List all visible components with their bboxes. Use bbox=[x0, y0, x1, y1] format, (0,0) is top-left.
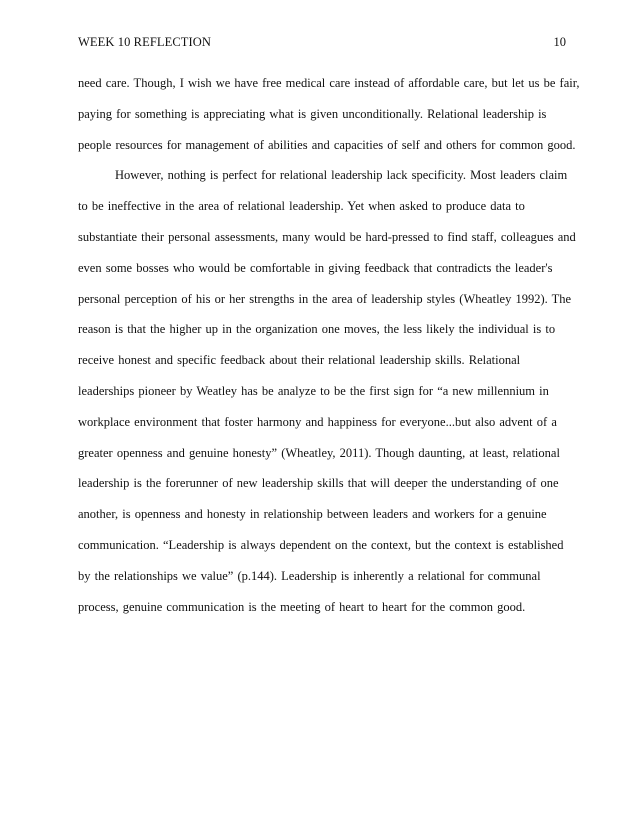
body-text bbox=[78, 73, 580, 627]
body-line: leaderships pioneer by Weatley has be analyze to be the first sign for “a new millennium in bbox=[78, 383, 549, 398]
body-line: communication. “Leadership is always dependent on the context, but the context is established bbox=[78, 537, 564, 552]
body-line: process, genuine communication is the meeting of heart to heart for the common good. bbox=[78, 599, 526, 614]
body-line: to be ineffective in the area of relational leadership. Yet when asked to produce data to bbox=[78, 199, 525, 214]
body-line: leadership is the forerunner of new leadership skills that will deeper the understanding of one bbox=[78, 476, 559, 491]
body-line: another, is openness and honesty in relationship between leaders and workers for a genuine bbox=[78, 507, 547, 522]
body-line: paying for something is appreciating what is given unconditionally. Relational leadership is bbox=[78, 106, 547, 121]
body-line: reason is that the higher up in the organization one moves, the less likely the individual is to bbox=[78, 322, 556, 337]
body-line: personal perception of his or her strengths in the area of leadership styles (Wheatley 1992). The bbox=[78, 291, 572, 306]
body-line: substantiate their personal assessments, many would be hard-pressed to find staff, colleagues and bbox=[78, 229, 576, 244]
body-line: need care. Though, I wish we have free medical care instead of affordable care, but let us be fair, bbox=[78, 76, 580, 90]
page-number: 10 bbox=[553, 35, 566, 49]
body-line: workplace environment that foster harmony and happiness for everyone...but also advent of a bbox=[78, 414, 557, 429]
paragraph-first-line: However, nothing is perfect for relational leadership lack specificity. Most leaders claim bbox=[115, 168, 568, 183]
body-line: greater openness and genuine honesty” (Wheatley, 2011). Though daunting, at least, relational bbox=[78, 445, 560, 460]
body-line: by the relationships we value” (p.144). Leadership is inherently a relational for communal bbox=[78, 568, 541, 583]
body-line: people resources for management of abilities and capacities of self and others for common good. bbox=[78, 137, 576, 152]
running-head: WEEK 10 REFLECTION bbox=[78, 35, 212, 49]
body-line: receive honest and specific feedback about their relational leadership skills. Relational bbox=[78, 353, 521, 368]
body-line: even some bosses who would be comfortable in giving feedback that contradicts the leader's bbox=[78, 260, 553, 275]
